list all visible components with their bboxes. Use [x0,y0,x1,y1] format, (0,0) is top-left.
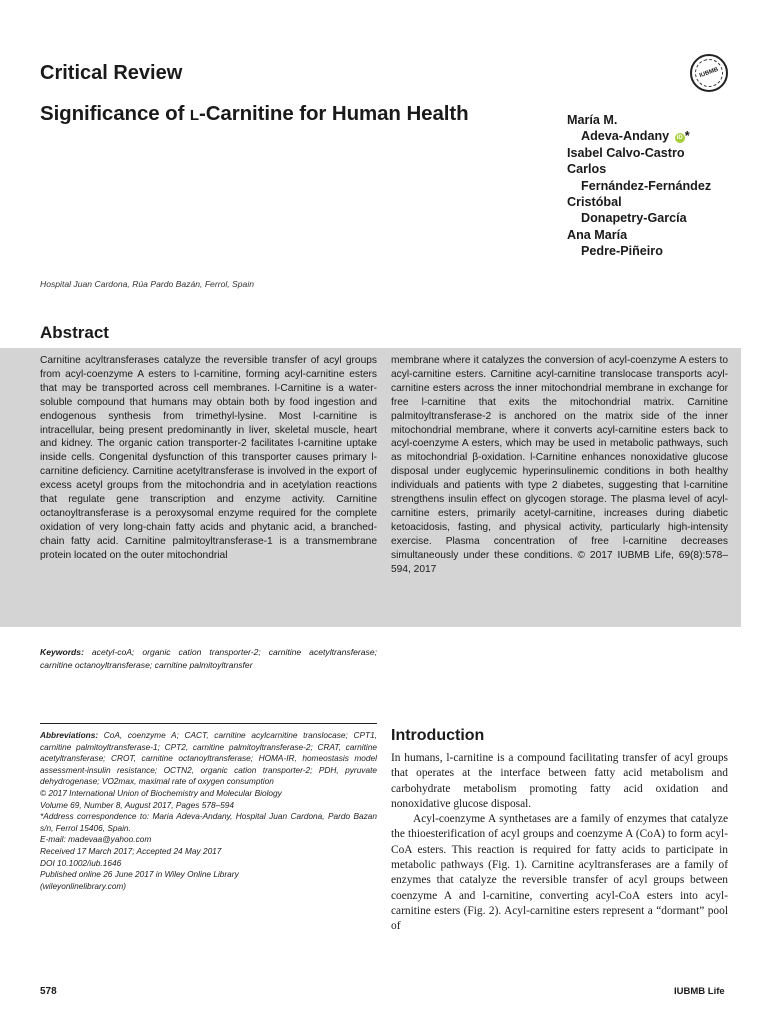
published-online: Published online 26 June 2017 in Wiley Online Library [40,869,239,880]
library-link[interactable]: (wileyonlinelibrary.com) [40,880,127,891]
author-2: Isabel Calvo-Castro [567,145,685,160]
keywords [40,646,377,671]
author-1-first: María M. [567,113,618,127]
intro-paragraph-2: Acyl-coenzyme A synthetases are a family of enzymes that catalyze the thioesterification of acyl groups and coenzyme A (CoA) to form acyl-CoA esters. This reaction is required for fatty acids to participate in metabolic pathways (Fig. 1). Carnitine acyltransferases are a family of enzymes that catalyze the reversible transfer of acyl groups between coenzyme A and l-carnitine, converting acyl-CoA esters into acyl-carnitine esters (Fig. 2). Acyl-carnitine esters represent a “dormant” pool of [391,813,728,933]
footnote-block [40,730,377,892]
email[interactable]: E-mail: madevaa@yahoo.com [40,834,152,845]
journal-name: IUBMB Life [674,986,725,997]
article-title [40,102,540,126]
author-4-first: Cristóbal [567,195,622,210]
correspondence-address: *Address correspondence to: Maria Adeva-Andany, Hospital Juan Cardona, Pardo Bazan s/n, Ferrol 15406, Spain. [40,811,377,833]
author-5-first: Ana María [567,227,628,242]
seal-text: IUBMB [691,55,727,91]
abstract-left-column: Carnitine acyltransferases catalyze the reversible transfer of acyl groups from acyl-coenzyme A esters to l-carnitine, forming acyl-carnitine esters that may be transported across cell membranes. l-Carnitine is a water-soluble compound that humans may obtain both by food ingestion and endogenous synthesis from trimethyl-lysine. Most l-carnitine is intracellular, being present predominantly in liver, skeletal muscle, heart and kidney. The organic cation transporter-2 facilitates l-carnitine uptake inside cells. Congenital dysfunction of this transporter causes primary l-carnitine deficiency. Carnitine acetyltransferase is involved in the export of excess acetyl groups from the mitochondria and in acetylation reactions that regulate gene transcription and enzyme activity. Carnitine octanoyltransferase is a peroxysomal enzyme required for the complete oxidation of very long-chain fatty acids and phytanic acid, a branched-chain fatty acid. Carnitine palmitoyltransferase-1 is a transmembrane protein located on the outer mitochondrial [40,355,377,561]
volume-info: Volume 69, Number 8, August 2017, Pages 578–594 [40,799,235,810]
corresponding-mark: * [684,129,690,144]
introduction-body [391,751,728,935]
keywords-label: Keywords: [40,647,84,657]
doi[interactable]: DOI 10.1002/iub.1646 [40,857,122,868]
affiliation: Hospital Juan Cardona, Rúa Pardo Bazán, Ferrol, Spain [40,279,255,289]
author-3-first: Carlos [567,162,607,177]
received-dates: Received 17 March 2017; Accepted 24 May 2017 [40,845,222,856]
abbreviations-text: CoA, coenzyme A; CACT, carnitine acylcarnitine translocase; CPT1, carnitine palmitoyltransferase-1; CPT2, carnitine palmitoyltransferase-2; CRAT, carnitine acetyltransferase; CROT, carnitine octanoyltransferase; HOMA-IR, homeostasis model assessment-insulin resistance; OCTN2, organic cation transporter-2; PDH, pyruvate dehydrogenase; VO2max, maximal rate of oxygen consumption [40,730,378,787]
abbreviations-label: Abbreviations: [40,730,99,740]
author-1-last-line [567,128,757,144]
keywords-text: acetyl-coA; organic cation transporter-2; carnitine acetyltransferase; carnitine octanoyltransferase; carnitine palmitoyltransfer [40,647,377,670]
title-prefix: Significance of [40,102,190,125]
author-4-last: Donapetry-García [581,211,687,226]
journal-seal-icon [690,54,728,92]
title-small-caps: L [189,107,199,124]
title-rest: -Carnitine for Human Health [198,102,469,125]
orcid-icon[interactable]: iD [676,135,683,142]
intro-paragraph-1: In humans, l-carnitine is a compound facilitating transfer of acyl groups that operates at the interface between fatty acid metabolism and carbohydrate metabolism promoting fatty acid oxidation and nonoxidative glucose disposal. [391,752,728,810]
author-3-last: Fernández-Fernández [581,178,712,193]
footnote-divider [40,723,377,724]
author-list [567,112,757,260]
abstract-heading: Abstract [40,323,109,342]
author-5-last: Pedre-Piñeiro [581,244,663,259]
copyright: © 2017 International Union of Biochemistry and Molecular Biology [40,787,282,798]
page-number: 578 [40,986,57,997]
author-1-last: Adeva-Andany [581,129,670,144]
introduction-heading: Introduction [391,727,485,744]
abstract-right-column: membrane where it catalyzes the conversion of acyl-coenzyme A esters to acyl-carnitine esters. Carnitine acyl-carnitine translocase transports acyl-carnitine esters across the inner mitochondrial membrane in exchange for free l-carnitine that exits the mitochondrial matrix. Carnitine palmitoyltransferase-2 is anchored on the matrix side of the inner mitochondrial membrane, where it converts acyl-carnitine esters back to acyl-coenzyme A esters, which may be used in metabolic pathways, such as mitochondrial β-oxidation. l-Carnitine enhances nonoxidative glucose disposal under euglycemic hyperinsulinemic conditions in both healthy individuals and patients with type 2 diabetes, suggesting that l-carnitine strengthens insulin effect on glycogen storage. The plasma level of acyl-carnitine esters, primarily acetyl-carnitine, increases during diabetic ketoacidosis, fasting, and physical activity, particularly high-intensity exercise. Plasma concentration of free l-carnitine decreases simultaneously under these conditions. © 2017 IUBMB Life, 69(8):578–594, 2017 [391,355,728,575]
section-label: Critical Review [40,62,183,84]
